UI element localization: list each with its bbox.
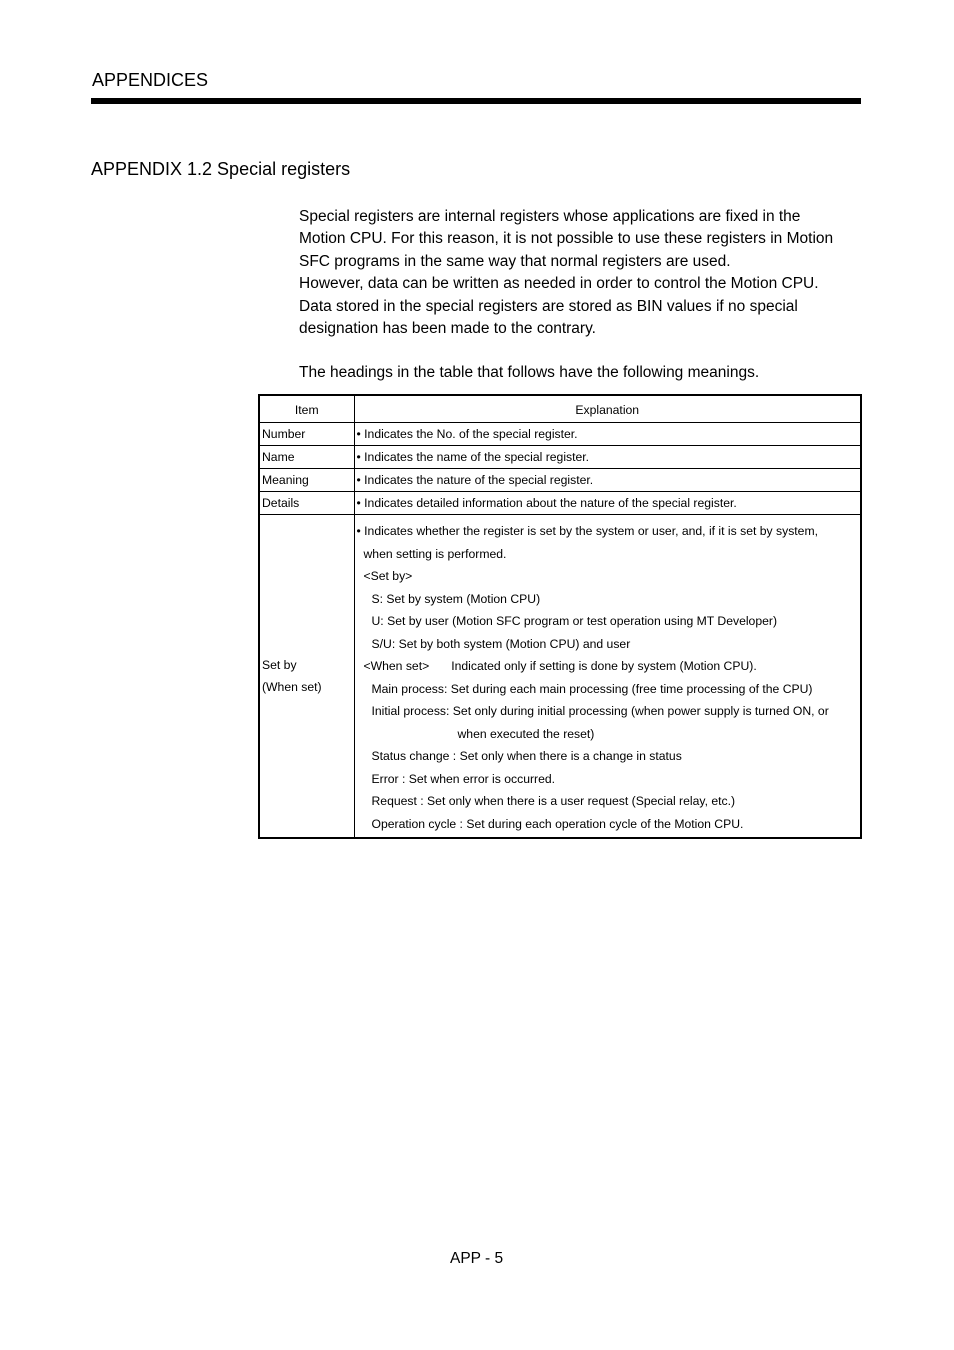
set-by-heading: <Set by> [363,569,413,583]
headings-table [258,394,862,839]
row-item: Name [259,446,354,469]
table-row [259,446,861,469]
row-item: Details [259,492,354,515]
row-explanation: • Indicates the No. of the special register. [354,423,861,446]
row-explanation-set-by [354,515,861,839]
when-main-process: Main process: Set during each main processing (free time processing of the CPU) [371,681,813,696]
set-by-label: Set by [262,657,297,672]
row-explanation: • Indicates detailed information about the nature of the special register. [354,492,861,515]
when-set-heading: <When set> [363,659,430,673]
when-initial-process: Initial process: Set only during initial processing (when power supply is turned ON, or [371,704,829,718]
header-divider [91,98,861,104]
table-row [259,492,861,515]
table-header-row [259,395,861,423]
intro-line: However, data can be written as needed in order to control the Motion CPU. [299,275,819,293]
row-explanation: • Indicates the nature of the special register. [354,469,861,492]
when-set-line [357,655,859,678]
when-operation-cycle: Operation cycle : Set during each operation cycle of the Motion CPU. [371,816,744,831]
intro-line: Motion CPU. For this reason, it is not possible to use these registers in Motion [299,230,834,248]
when-set-note: Indicated only if setting is done by system (Motion CPU). [451,659,757,673]
intro-line: Special registers are internal registers whose applications are fixed in the [299,208,801,225]
header-item: Item [259,395,354,423]
set-by-intro-cont: when setting is performed. [363,546,507,561]
set-by-s: S: Set by system (Motion CPU) [371,591,541,606]
intro-line: designation has been made to the contrary. [299,320,596,338]
when-set-label: (When set) [262,680,322,694]
row-item: Meaning [259,469,354,492]
row-item: Number [259,423,354,446]
intro-line: SFC programs in the same way that normal registers are used. [299,252,731,270]
when-initial-process-cont: when executed the reset) [457,726,595,741]
set-by-u: U: Set by user (Motion SFC program or test operation using MT Developer) [371,614,778,628]
intro-line: Data stored in the special registers are stored as BIN values if no special [299,297,798,315]
when-error: Error : Set when error is occurred. [371,771,556,786]
table-caption: The headings in the table that follows have the following meanings. [299,364,760,381]
row-explanation: • Indicates the name of the special register. [354,446,861,469]
page-number: APP - 5 [450,1250,504,1267]
when-status-change: Status change : Set only when there is a change in status [371,749,682,763]
header-explanation: Explanation [354,395,861,423]
intro-paragraph [299,206,869,340]
set-by-su: S/U: Set by both system (Motion CPU) and user [371,636,631,651]
table-row-set-by [259,515,861,839]
table-row [259,469,861,492]
table-row [259,423,861,446]
page-header-title: APPENDICES [92,70,209,90]
when-request: Request : Set only when there is a user request (Special relay, etc.) [371,794,736,808]
section-title: APPENDIX 1.2 Special registers [91,159,351,179]
row-item-set-by [259,515,354,839]
set-by-intro: • Indicates whether the register is set by the system or user, and, if it is set by system, [356,524,818,538]
